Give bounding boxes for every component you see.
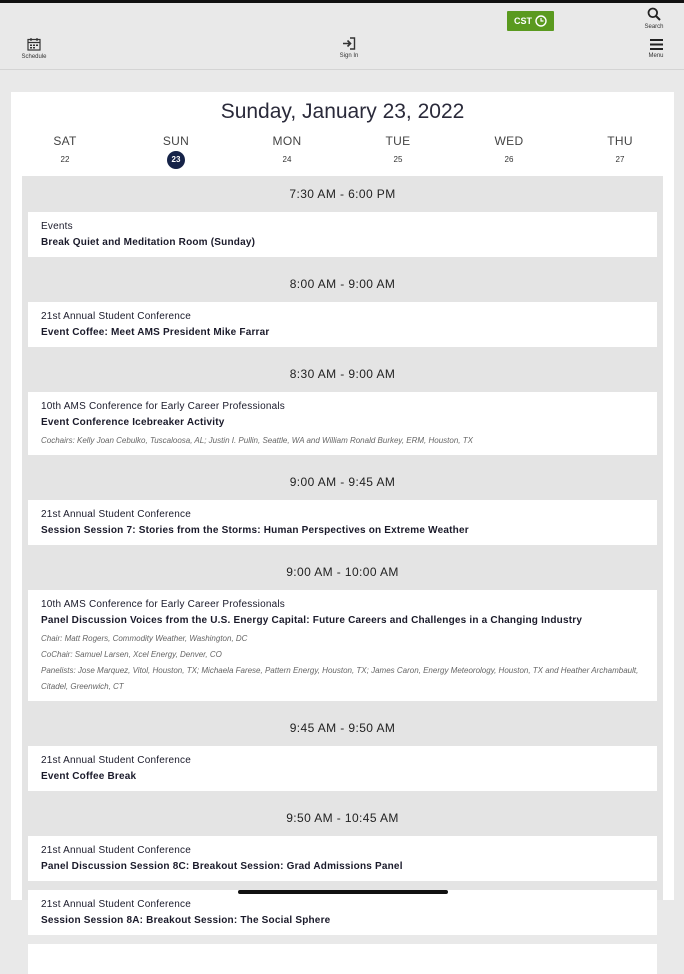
sign-in-label: Sign In [339, 53, 359, 59]
home-indicator[interactable] [238, 890, 448, 894]
session-track: 10th AMS Conference for Early Career Professionals [41, 401, 285, 412]
time-slot-header: 9:00 AM - 10:00 AM [286, 565, 399, 579]
day-tab-wed[interactable] [474, 134, 544, 168]
calendar-icon [27, 37, 41, 51]
session-title[interactable]: Panel Discussion Voices from the U.S. Energy Capital: Future Careers and Challenges in a Changing Industry [41, 615, 583, 626]
session-track: 21st Annual Student Conference [41, 311, 191, 322]
timezone-badge[interactable] [507, 11, 554, 31]
day-name: WED [494, 134, 524, 148]
session-title[interactable]: Session Session 8A: Breakout Session: The Social Sphere [41, 915, 331, 926]
time-slot-header: 8:30 AM - 9:00 AM [289, 367, 396, 381]
day-number-text: 27 [615, 155, 625, 164]
session-people [41, 631, 645, 695]
session-people [41, 433, 645, 449]
day-name: MON [272, 134, 302, 148]
session-item[interactable] [28, 590, 657, 701]
menu-button[interactable] [643, 39, 669, 59]
session-person-line: Panelists: Jose Marquez, Vitol, Houston, TX; Michaela Farese, Pattern Energy, Houston, TX; James Caron, Energy Meteorology, Houston, TX and Heather Archambault, Citadel, Greenwich, CT [41, 666, 639, 691]
day-number [474, 152, 544, 168]
schedule-label: Schedule [21, 54, 47, 60]
time-slot-header: 9:00 AM - 9:45 AM [289, 475, 396, 489]
time-slot-header: 9:50 AM - 10:45 AM [286, 811, 399, 825]
day-tab-sat[interactable] [30, 134, 100, 168]
day-name: SUN [162, 134, 190, 148]
day-number [363, 152, 433, 168]
day-tab-sun[interactable] [141, 134, 211, 168]
session-title[interactable]: Break Quiet and Meditation Room (Sunday) [41, 237, 256, 248]
time-slot-header: 8:00 AM - 9:00 AM [289, 277, 396, 291]
clock-icon [535, 15, 547, 27]
day-tab-thu[interactable] [585, 134, 655, 168]
day-name: TUE [385, 134, 411, 148]
session-list[interactable] [22, 176, 663, 926]
session-item[interactable] [28, 836, 657, 881]
session-person-line: CoChair: Samuel Larsen, Xcel Energy, Denver, CO [41, 650, 222, 659]
day-number [252, 152, 322, 168]
search-label: Search [644, 24, 664, 30]
session-title[interactable]: Event Conference Icebreaker Activity [41, 417, 225, 428]
session-title[interactable]: Event Coffee: Meet AMS President Mike Farrar [41, 327, 270, 338]
session-track: 21st Annual Student Conference [41, 845, 191, 856]
session-item[interactable] [28, 890, 657, 935]
day-selector [11, 134, 674, 164]
session-item[interactable] [28, 392, 657, 455]
session-item[interactable] [28, 746, 657, 791]
day-number [585, 152, 655, 168]
day-number-text: 26 [504, 155, 514, 164]
session-track: 21st Annual Student Conference [41, 755, 191, 766]
session-title[interactable]: Event Coffee Break [41, 771, 137, 782]
selected-date-title: Sunday, January 23, 2022 [220, 100, 465, 123]
time-slot-header: 9:45 AM - 9:50 AM [289, 721, 396, 735]
session-item[interactable] [28, 212, 657, 257]
session-track: Events [41, 221, 73, 232]
session-item[interactable] [28, 302, 657, 347]
session-title[interactable]: Panel Discussion Session 8C: Breakout Session: Grad Admissions Panel [41, 861, 403, 872]
session-person-line: Cochairs: Kelly Joan Cebulko, Tuscaloosa, AL; Justin I. Pullin, Seattle, WA and William Ronald Burkey, ERM, Houston, TX [41, 436, 473, 445]
session-person-line: Chair: Matt Rogers, Commodity Weather, Washington, DC [41, 634, 248, 643]
timezone-label: CST [514, 16, 532, 26]
schedule-button[interactable] [16, 37, 52, 60]
day-name: THU [607, 134, 633, 148]
day-number [141, 152, 211, 168]
day-tab-tue[interactable] [363, 134, 433, 168]
day-number-text: 24 [282, 155, 292, 164]
session-title[interactable]: Session Session 7: Stories from the Storms: Human Perspectives on Extreme Weather [41, 525, 469, 536]
day-number [30, 152, 100, 168]
sign-in-icon [342, 37, 356, 50]
day-name: SAT [53, 134, 77, 148]
day-tab-mon[interactable] [252, 134, 322, 168]
top-toolbar [0, 0, 684, 70]
search-icon [647, 7, 661, 21]
session-track: 10th AMS Conference for Early Career Professionals [41, 599, 285, 610]
session-track: 21st Annual Student Conference [41, 509, 191, 520]
day-number-text: 22 [60, 155, 70, 164]
session-item[interactable] [28, 500, 657, 545]
search-button[interactable] [640, 7, 668, 30]
hamburger-menu-icon [650, 39, 663, 50]
day-number-text: 25 [393, 155, 403, 164]
menu-label: Menu [648, 53, 664, 59]
session-item[interactable] [28, 944, 657, 974]
time-slot-header: 7:30 AM - 6:00 PM [289, 187, 396, 201]
session-track: 21st Annual Student Conference [41, 899, 191, 910]
active-day-badge: 23 [167, 151, 185, 169]
sign-in-button[interactable] [332, 37, 366, 59]
